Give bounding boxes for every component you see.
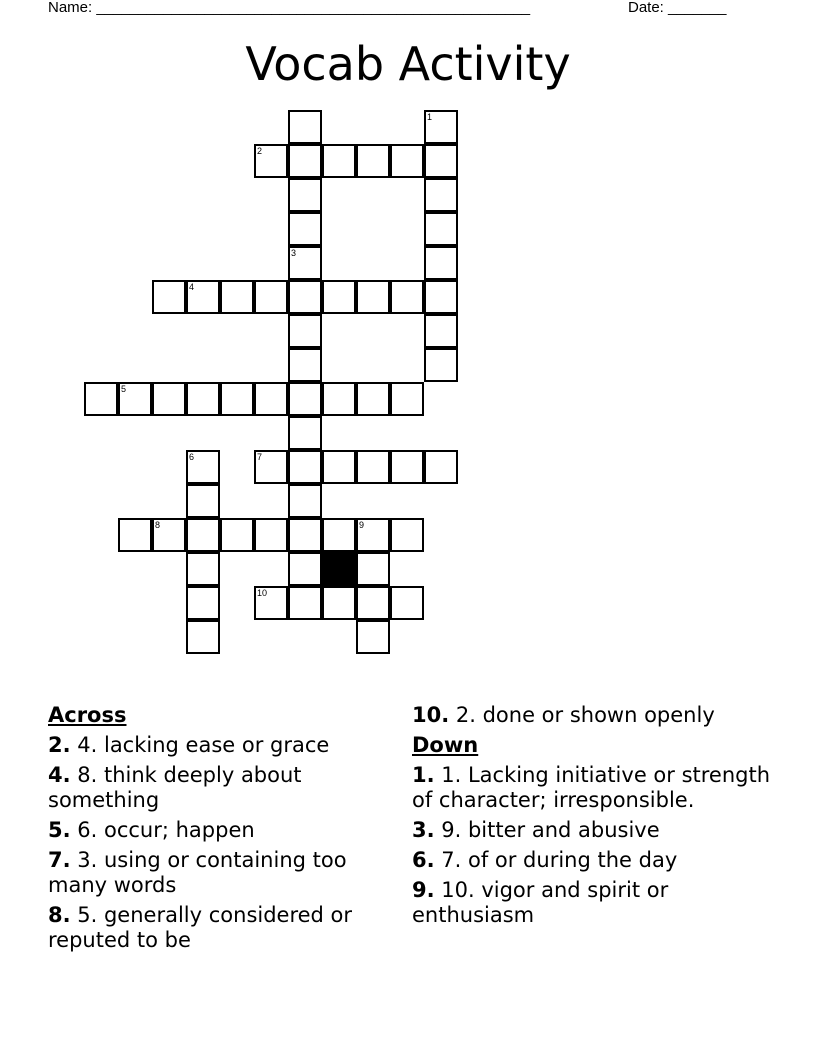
page-title: Vocab Activity: [245, 37, 571, 91]
clue-text: 4. lacking ease or grace: [70, 733, 330, 757]
crossword-cell[interactable]: [424, 178, 458, 212]
crossword-cell[interactable]: [186, 450, 220, 484]
crossword-cell[interactable]: [254, 382, 288, 416]
crossword-cell[interactable]: [152, 280, 186, 314]
crossword-cell[interactable]: [322, 382, 356, 416]
crossword-cell[interactable]: [118, 382, 152, 416]
clue-number: 7.: [48, 848, 71, 872]
crossword-cell[interactable]: [288, 586, 322, 620]
crossword-cell[interactable]: [424, 348, 458, 382]
crossword-cell[interactable]: [288, 178, 322, 212]
crossword-cell[interactable]: [288, 280, 322, 314]
clue-down-1: [412, 763, 772, 813]
crossword-cell[interactable]: [220, 518, 254, 552]
crossword-cell[interactable]: [254, 518, 288, 552]
crossword-cell[interactable]: [424, 144, 458, 178]
crossword-cell[interactable]: [424, 450, 458, 484]
crossword-cell[interactable]: [118, 518, 152, 552]
clues-left-column: [48, 703, 398, 958]
crossword-cell[interactable]: [356, 518, 390, 552]
cell-number: 9: [359, 520, 365, 530]
crossword-cell[interactable]: [220, 382, 254, 416]
clue-number: 5.: [48, 818, 71, 842]
crossword-cell[interactable]: [186, 586, 220, 620]
crossword-cell[interactable]: [152, 382, 186, 416]
crossword-cell[interactable]: [322, 280, 356, 314]
clue-down-9: [412, 878, 772, 928]
crossword-cell[interactable]: [186, 484, 220, 518]
clue-number: 9.: [412, 878, 435, 902]
clues-right-column: [412, 703, 772, 933]
clue-down-6: [412, 848, 772, 873]
cell-number: 7: [257, 452, 263, 462]
clue-number: 8.: [48, 903, 71, 927]
clue-number: 6.: [412, 848, 435, 872]
crossword-cell[interactable]: [288, 144, 322, 178]
crossword-cell[interactable]: [356, 144, 390, 178]
crossword-cell[interactable]: [390, 144, 424, 178]
crossword-cell[interactable]: [356, 382, 390, 416]
clue-text: 8. think deeply about something: [48, 763, 302, 812]
cell-number: 2: [257, 146, 263, 156]
cell-number: 10: [257, 588, 268, 598]
clue-text: 3. using or containing too many words: [48, 848, 347, 897]
crossword-cell[interactable]: [424, 314, 458, 348]
crossword-cell[interactable]: [288, 212, 322, 246]
crossword-cell[interactable]: [356, 586, 390, 620]
crossword-cell[interactable]: [390, 586, 424, 620]
crossword-cell[interactable]: [152, 518, 186, 552]
crossword-cell[interactable]: [322, 518, 356, 552]
cell-number: 5: [121, 384, 127, 394]
crossword-cell[interactable]: [424, 110, 458, 144]
crossword-cell[interactable]: [288, 382, 322, 416]
clue-number: 10.: [412, 703, 450, 727]
clue-text: 6. occur; happen: [70, 818, 255, 842]
crossword-cell[interactable]: [390, 518, 424, 552]
cell-number: 4: [189, 282, 195, 292]
crossword-cell[interactable]: [186, 552, 220, 586]
clue-number: 4.: [48, 763, 71, 787]
crossword-cell[interactable]: [254, 586, 288, 620]
cell-number: 1: [427, 112, 433, 122]
crossword-cell[interactable]: [288, 314, 322, 348]
clue-across-7: [48, 848, 398, 898]
crossword-cell[interactable]: [288, 450, 322, 484]
crossword-cell[interactable]: [322, 586, 356, 620]
crossword-cell[interactable]: [424, 280, 458, 314]
cell-number: 3: [291, 248, 297, 258]
crossword-cell[interactable]: [186, 382, 220, 416]
crossword-cell[interactable]: [322, 144, 356, 178]
crossword-cell[interactable]: [424, 246, 458, 280]
crossword-cell[interactable]: [254, 280, 288, 314]
clue-text: 2. done or shown openly: [449, 703, 715, 727]
crossword-cell[interactable]: [356, 620, 390, 654]
cell-number: 8: [155, 520, 161, 530]
crossword-cell[interactable]: [356, 450, 390, 484]
down-heading: Down: [412, 733, 479, 757]
crossword-cell[interactable]: [288, 552, 322, 586]
crossword-cell[interactable]: [254, 144, 288, 178]
clue-text: 7. of or during the day: [434, 848, 678, 872]
clue-down-3: [412, 818, 772, 843]
crossword-cell[interactable]: [186, 280, 220, 314]
clue-across-8: [48, 903, 398, 953]
crossword-black-cell: [322, 552, 356, 586]
crossword-cell[interactable]: [288, 416, 322, 450]
clue-number: 1.: [412, 763, 435, 787]
clue-number: 3.: [412, 818, 435, 842]
date-field-label[interactable]: Date: _______: [628, 0, 727, 16]
crossword-cell[interactable]: [254, 450, 288, 484]
clue-across-2: [48, 733, 398, 758]
clue-text: 9. bitter and abusive: [434, 818, 660, 842]
clue-across-5: [48, 818, 398, 843]
crossword-cell[interactable]: [84, 382, 118, 416]
clue-text: 10. vigor and spirit or enthusiasm: [412, 878, 669, 927]
crossword-cell[interactable]: [390, 450, 424, 484]
crossword-cell[interactable]: [288, 348, 322, 382]
clue-across-4: [48, 763, 398, 813]
crossword-cell[interactable]: [322, 450, 356, 484]
crossword-cell[interactable]: [220, 280, 254, 314]
crossword-cell[interactable]: [288, 246, 322, 280]
clue-number: 2.: [48, 733, 71, 757]
crossword-cell[interactable]: [186, 620, 220, 654]
crossword-cell[interactable]: [356, 280, 390, 314]
crossword-cell[interactable]: [288, 110, 322, 144]
crossword-cell[interactable]: [424, 212, 458, 246]
crossword-cell[interactable]: [186, 518, 220, 552]
across-heading: Across: [48, 703, 127, 727]
crossword-cell[interactable]: [288, 484, 322, 518]
crossword-cell[interactable]: [356, 552, 390, 586]
crossword-cell[interactable]: [390, 280, 424, 314]
name-field-label[interactable]: Name: ____________________________________________________: [48, 0, 531, 16]
crossword-cell[interactable]: [390, 382, 424, 416]
clue-across-10: [412, 703, 772, 728]
clue-text: 5. generally considered or reputed to be: [48, 903, 353, 952]
clue-text: 1. Lacking initiative or strength of character; irresponsible.: [412, 763, 771, 812]
crossword-cell[interactable]: [288, 518, 322, 552]
cell-number: 6: [189, 452, 195, 462]
